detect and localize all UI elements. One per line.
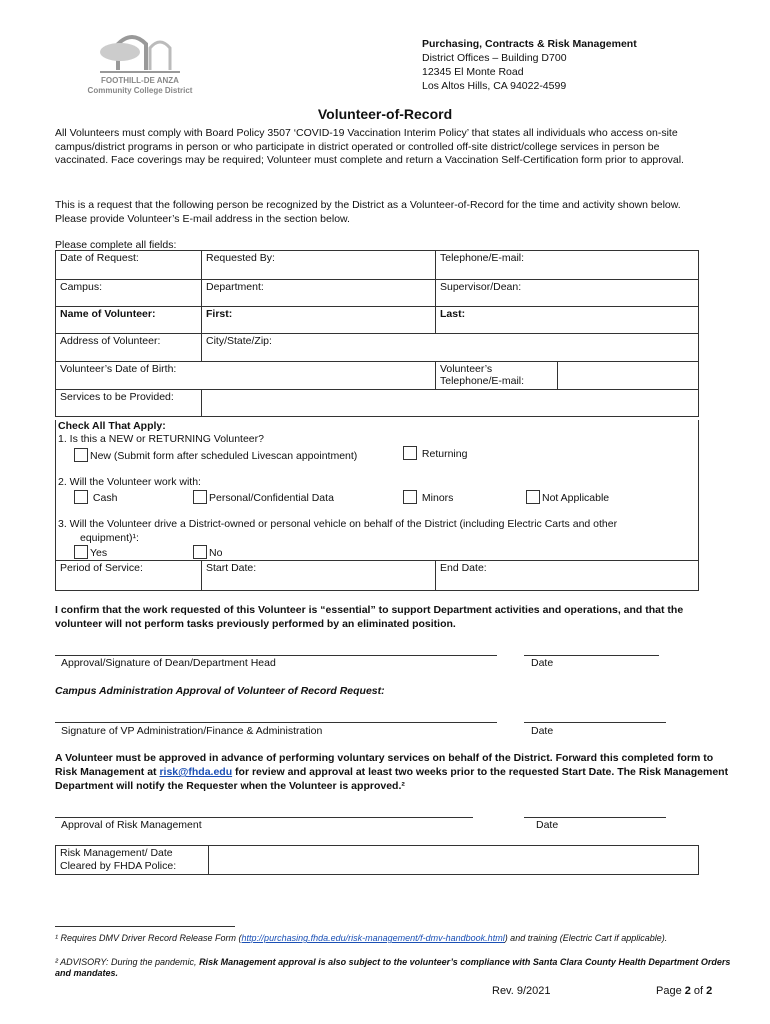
returning-label: Returning xyxy=(421,448,468,460)
q3-text: 3. Will the Volunteer drive a District-owned or personal vehicle on behalf of the District (including Electric Carts and other xyxy=(58,518,618,530)
fn2-text-b: Risk Management approval is also subject to the volunteer’s compliance with Santa Clara County Health Department Orders and mandates. xyxy=(55,957,731,978)
address-field[interactable]: Address of Volunteer: xyxy=(56,334,202,362)
telephone-email-field[interactable]: Telephone/E-mail: xyxy=(436,251,699,280)
q1-returning-option[interactable] xyxy=(403,446,467,460)
date1-label: Date xyxy=(531,657,554,669)
dob-field[interactable] xyxy=(56,362,436,390)
campus-admin-heading: Campus Administration Approval of Volunteer of Record Request: xyxy=(55,685,385,697)
services-label: Services to be Provided: xyxy=(56,390,202,417)
yes-label: Yes xyxy=(90,547,108,559)
sig2-line[interactable] xyxy=(55,722,497,723)
vol-phone-label: Volunteer’s Telephone/E-mail: xyxy=(436,362,558,390)
q3-no-option[interactable] xyxy=(193,545,222,559)
risk-cleared-table xyxy=(55,845,699,875)
logo-icon xyxy=(80,30,200,76)
address-block xyxy=(422,37,637,93)
start-date-field[interactable]: Start Date: xyxy=(202,561,436,591)
last-name-field[interactable]: Last: xyxy=(436,307,699,334)
footnote-2 xyxy=(55,957,735,979)
page-label: Page xyxy=(656,985,685,997)
street: 12345 El Monte Road xyxy=(422,66,524,78)
page-total: 2 xyxy=(706,985,713,997)
approval-warning xyxy=(55,751,735,793)
logo-line2: Community College District xyxy=(87,86,193,95)
sig2-label: Signature of VP Administration/Finance & Administration xyxy=(61,725,323,737)
minors-checkbox[interactable] xyxy=(403,490,417,504)
yes-checkbox[interactable] xyxy=(74,545,88,559)
logo-line1: FOOTHILL-DE ANZA xyxy=(101,76,179,85)
q2-personal-option[interactable] xyxy=(193,490,334,504)
first-name-field[interactable]: First: xyxy=(202,307,436,334)
supervisor-field[interactable]: Supervisor/Dean: xyxy=(436,280,699,307)
fields-intro: Please complete all fields: xyxy=(55,239,177,251)
vol-phone-field[interactable] xyxy=(558,362,699,390)
personal-data-checkbox[interactable] xyxy=(193,490,207,504)
sig1-label: Approval/Signature of Dean/Department Head xyxy=(61,657,276,669)
sig1-line[interactable] xyxy=(55,655,497,656)
district-logo xyxy=(80,30,200,100)
q2-cash-option[interactable] xyxy=(74,490,117,504)
revision: Rev. 9/2021 xyxy=(492,985,551,997)
minors-label: Minors xyxy=(421,492,454,504)
covid-policy-paragraph: All Volunteers must comply with Board Policy 3507 ‘COVID-19 Vaccination Interim Policy’ that states all individuals who access on-site campus/district programs in person or who participate in district operated or controlled off-site district/college services in person be vaccinated. Face coverings may be required; Volunteer must complete and return a Vaccination Self-Certification form prior to approval. xyxy=(55,127,684,166)
no-label: No xyxy=(209,547,223,559)
page-number xyxy=(656,985,712,997)
no-checkbox[interactable] xyxy=(193,545,207,559)
new-label: New (Submit form after scheduled Livescan appointment) xyxy=(90,450,358,462)
q3-text-cont: equipment)¹: xyxy=(80,532,139,544)
personal-data-label: Personal/Confidential Data xyxy=(209,492,334,504)
date3-line[interactable] xyxy=(524,817,666,818)
sig3-line[interactable] xyxy=(55,817,473,818)
office: District Offices – Building D700 xyxy=(422,52,567,64)
page-of: of xyxy=(690,985,707,997)
dept-name: Purchasing, Contracts & Risk Management xyxy=(422,38,637,50)
warning-text-b: for review and approval at least two weeks prior to the requested Start Date. The Risk Management Department will notify the Requester when the Volunteer is approved.² xyxy=(55,766,729,792)
date-of-request-field[interactable]: Date of Request: xyxy=(56,251,202,280)
end-date-field[interactable]: End Date: xyxy=(436,561,699,591)
page-current: 2 xyxy=(684,985,691,997)
fn1-text-a: ¹ Requires DMV Driver Record Release Form ( xyxy=(55,933,242,943)
period-label: Period of Service: xyxy=(56,561,202,591)
dmv-handbook-link[interactable]: http://purchasing.fhda.edu/risk-management/f-dmv-handbook.html xyxy=(241,933,505,943)
department-field[interactable]: Department: xyxy=(202,280,436,307)
page-title: Volunteer-of-Record xyxy=(317,106,453,122)
new-checkbox[interactable] xyxy=(74,448,88,462)
name-of-volunteer-label: Name of Volunteer: xyxy=(56,307,202,334)
risk-cleared-label: Risk Management/ Date Cleared by FHDA Police: xyxy=(56,846,209,875)
q2-text: 2. Will the Volunteer work with: xyxy=(58,476,201,488)
footnote-1 xyxy=(55,933,735,944)
confirm-statement: I confirm that the work requested of this Volunteer is “essential” to support Department activities and operations, and that the volunteer will not perform tasks previously performed by an eliminated position. xyxy=(55,604,684,630)
volunteer-info-table xyxy=(55,250,699,417)
risk-email-link[interactable]: risk@fhda.edu xyxy=(159,766,233,778)
check-heading: Check All That Apply: xyxy=(58,420,166,432)
not-applicable-checkbox[interactable] xyxy=(526,490,540,504)
services-field[interactable] xyxy=(202,390,699,417)
city-state-zip-field[interactable]: City/State/Zip: xyxy=(202,334,699,362)
dob-label: Volunteer’s Date of Birth: xyxy=(60,363,177,375)
returning-checkbox[interactable] xyxy=(403,446,417,460)
q3-yes-option[interactable] xyxy=(74,545,107,559)
city: Los Altos Hills, CA 94022-4599 xyxy=(422,80,567,92)
cash-checkbox[interactable] xyxy=(74,490,88,504)
request-paragraph: This is a request that the following person be recognized by the District as a Volunteer-of-Record for the time and activity shown below. Please provide Volunteer’s E-mail address in the section below. xyxy=(55,199,681,225)
check-all-section xyxy=(55,420,699,561)
campus-field[interactable]: Campus: xyxy=(56,280,202,307)
period-table xyxy=(55,560,699,591)
fn1-text-b: ) and training (Electric Cart if applicable). xyxy=(504,933,668,943)
q1-text: 1. Is this a NEW or RETURNING Volunteer? xyxy=(58,433,264,445)
date2-line[interactable] xyxy=(524,722,666,723)
footnote-divider xyxy=(55,926,235,927)
date2-label: Date xyxy=(531,725,554,737)
q1-new-option[interactable] xyxy=(74,448,357,462)
fn2-text-a: ² ADVISORY: During the pandemic, xyxy=(55,957,200,967)
date1-line[interactable] xyxy=(524,655,659,656)
cash-label: Cash xyxy=(92,492,118,504)
requested-by-field[interactable]: Requested By: xyxy=(202,251,436,280)
not-applicable-label: Not Applicable xyxy=(542,492,610,504)
q2-na-option[interactable] xyxy=(526,490,609,504)
risk-cleared-field[interactable] xyxy=(209,846,699,875)
warning-text-a: A Volunteer must be approved in advance of performing voluntary services on behalf of the District. Forward this completed form to Risk Management at xyxy=(55,752,714,778)
date3-label: Date xyxy=(536,819,559,831)
sig3-label: Approval of Risk Management xyxy=(61,819,202,831)
q2-minors-option[interactable] xyxy=(403,490,453,504)
